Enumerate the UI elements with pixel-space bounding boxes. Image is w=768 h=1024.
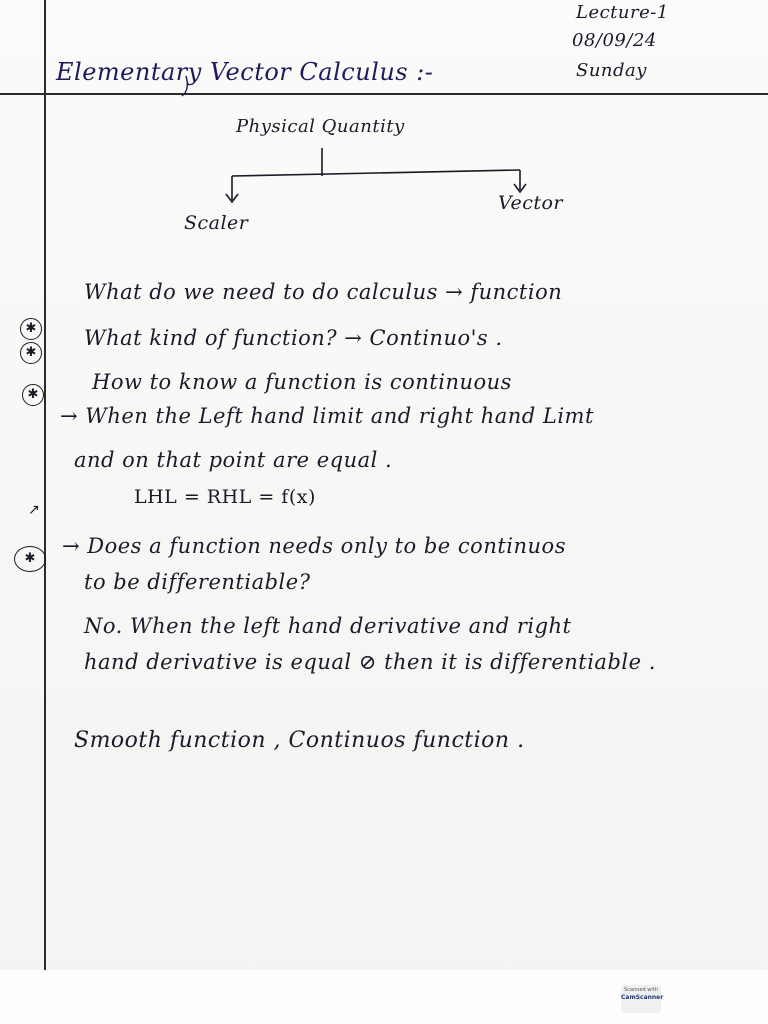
- scanner-watermark: [621, 985, 664, 1013]
- star-mark-icon: ✱: [20, 318, 42, 340]
- day-label: Sunday: [576, 60, 647, 81]
- tree-left-arrow: [226, 194, 238, 202]
- tree-bar: [232, 170, 520, 176]
- note-line-7: to be differentiable?: [84, 570, 311, 594]
- star-mark-icon: ✱: [20, 342, 42, 364]
- stamp-line-2: CamScanner: [621, 994, 664, 1001]
- tick-mark-icon: ↗: [28, 502, 40, 518]
- note-line-3: How to know a function is continuous: [92, 370, 512, 394]
- limit-equation: LHL = RHL = f(x): [134, 486, 316, 508]
- tree-right-arrow: [514, 184, 526, 192]
- note-line-1: What do we need to do calculus → function: [84, 280, 563, 304]
- star-mark-icon: ✱: [14, 546, 46, 572]
- stamp-line-1: Scanned with: [624, 987, 658, 993]
- note-line-9: hand derivative is equal ⊘ then it is differentiable .: [84, 650, 656, 674]
- star-mark-icon: ✱: [22, 384, 44, 406]
- physical-quantity-node: Physical Quantity: [236, 116, 405, 137]
- note-line-6: → Does a function needs only to be continuos: [62, 534, 566, 558]
- vector-node: Vector: [498, 192, 564, 214]
- date-label: 08/09/24: [572, 30, 657, 51]
- header-line: [0, 93, 768, 95]
- page-title: Elementary Vector Calculus :-: [56, 58, 434, 86]
- note-line-2: What kind of function? → Continuo's .: [84, 326, 503, 350]
- scaler-node: Scaler: [184, 212, 249, 234]
- margin-line: [44, 0, 46, 970]
- note-line-8: No. When the left hand derivative and right: [84, 614, 572, 638]
- note-line-5: and on that point are equal .: [74, 448, 393, 472]
- note-line-10: Smooth function , Continuos function .: [74, 728, 525, 753]
- note-line-4: → When the Left hand limit and right hand Limt: [60, 404, 594, 428]
- lecture-label: Lecture-1: [576, 2, 669, 23]
